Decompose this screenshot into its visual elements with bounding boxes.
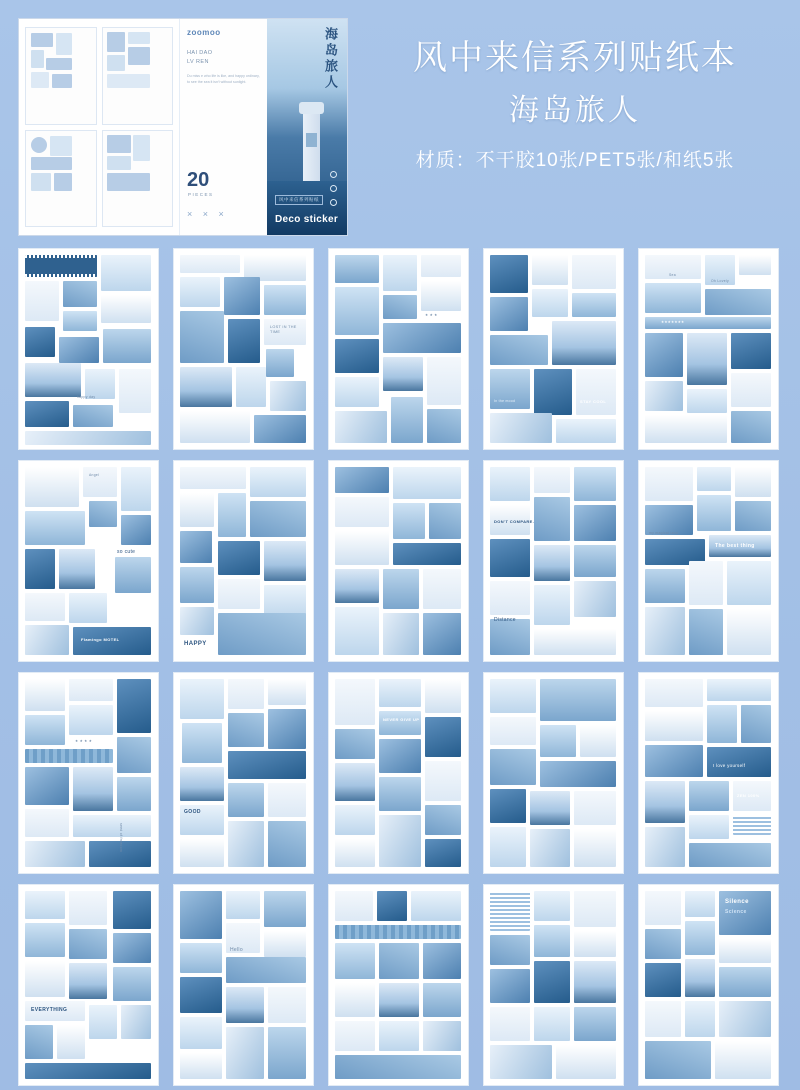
deco-sticker-label: Deco sticker [275,214,339,225]
sticker-caption: Silence [725,899,749,905]
sticker-caption: EVERYTHING [31,1007,68,1013]
sticker-sheet[interactable] [18,672,159,874]
package-description: Du miss e who life is like, and happy ordinary, to see the sea it isn't without sunlight. [187,73,260,84]
dot-decoration [330,171,337,213]
package-info-panel [179,19,267,235]
sticker-caption: ★★★★★★★ [661,320,685,324]
sticker-caption: Flamingo MOTEL [81,637,120,642]
material-spec: 材质：不干胶10张/PET5张/和纸5张 [415,149,735,171]
page-subtitle: 海岛旅人 [509,93,641,127]
package-photo [18,18,348,236]
sticker-sheet-grid [18,248,782,1086]
sticker-sheet[interactable] [483,672,624,874]
sticker-sheet[interactable] [173,460,314,662]
sticker-sheet[interactable] [173,248,314,450]
sticker-caption: DON'T COMPARE. [494,519,535,524]
sticker-caption: so cute [117,549,136,555]
brand-logo: zoomoo [187,28,221,37]
sticker-caption: STAY COOL [580,399,607,404]
mini-sheet-preview [25,130,97,228]
sticker-sheet[interactable] [328,884,469,1086]
title-block [360,38,790,172]
sticker-caption: ZEN 100% [737,793,760,798]
lighthouse-illustration [303,111,320,183]
sticker-caption: Angel [89,473,100,477]
package-cover-art [267,19,347,235]
sticker-sheet[interactable] [638,884,779,1086]
pinyin-line-1: HAI DAO [187,50,213,56]
sticker-caption: NEVER GIVE UP [383,717,420,722]
sticker-sheet[interactable] [638,248,779,450]
sticker-caption: GOOD [184,809,201,815]
sticker-caption: The best thing [715,543,755,549]
piece-count-unit: PIECES [188,192,214,197]
series-badge: 风中来信系列贴纸 [275,195,323,205]
sticker-caption: I love yourself [713,763,746,768]
sticker-sheet[interactable] [328,460,469,662]
sticker-caption: ★ ★ ★ [425,313,438,317]
sticker-sheet[interactable] [483,884,624,1086]
pinyin-line-2: LV REN [187,58,209,65]
header [0,0,800,240]
sticker-caption: happy day [77,395,96,399]
sticker-caption: LOST IN THE TIME [270,325,297,335]
sticker-caption: Distance [494,617,516,623]
sticker-caption: my magical land [649,531,678,535]
sticker-caption: ★ ★ ★ ★ [75,739,93,743]
sticker-sheet[interactable] [328,672,469,874]
sticker-sheet[interactable] [328,248,469,450]
mini-sheet-preview [25,27,97,125]
sticker-caption: Science [725,909,747,915]
sticker-caption: Hello [230,947,243,953]
sticker-sheet[interactable] [638,672,779,874]
sticker-caption: Sea [669,273,676,277]
sticker-sheet[interactable] [483,248,624,450]
mini-sheet-preview [102,130,174,228]
page-title: 风中来信系列贴纸本 [413,40,737,77]
pinyin-title [187,49,260,67]
package-vertical-title: 海岛旅人 [323,27,338,91]
sticker-sheet[interactable] [173,884,314,1086]
sticker-caption: HAPPY [184,641,207,647]
piece-count: 20 [187,169,210,191]
sticker-caption: seed of freedom [119,823,123,853]
sticker-sheet[interactable] [18,460,159,662]
sticker-sheet[interactable] [18,884,159,1086]
sticker-caption: In the mood [494,399,516,403]
sticker-caption: Oh Lovely [711,279,729,283]
sheet-preview-panel [19,19,179,235]
mini-sheet-preview [102,27,174,125]
sticker-sheet[interactable] [483,460,624,662]
decorative-xxx: × × × [187,209,228,219]
sticker-sheet[interactable] [18,248,159,450]
sticker-sheet[interactable] [173,672,314,874]
sticker-sheet[interactable] [638,460,779,662]
